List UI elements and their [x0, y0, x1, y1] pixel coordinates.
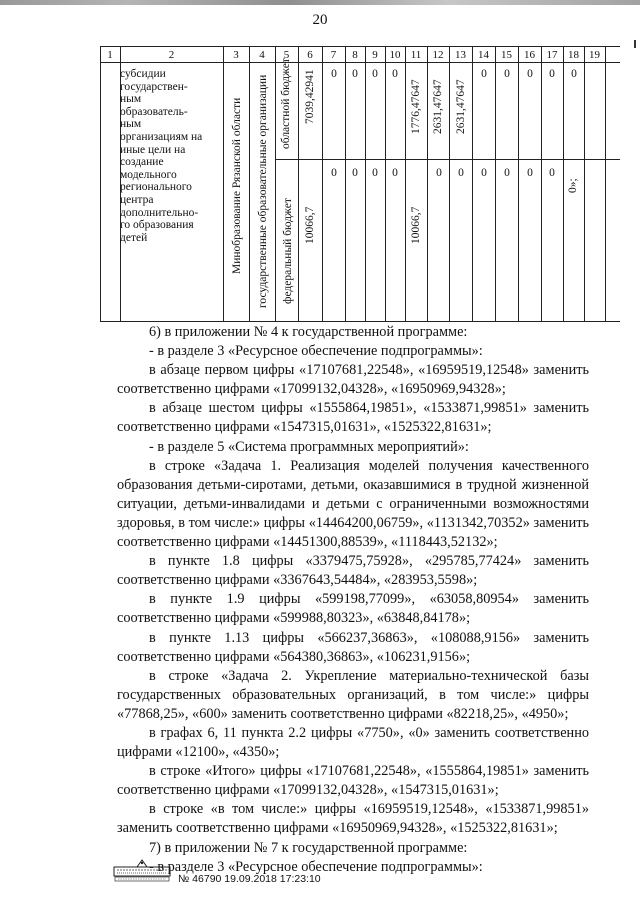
- header-col-2: 2: [168, 49, 175, 61]
- row1-col9: 0: [372, 68, 378, 80]
- header-col-12: 12: [432, 49, 444, 61]
- row1-col15: 0: [504, 68, 510, 80]
- row2-col18: 0»;: [567, 178, 579, 193]
- row1-col18: 0: [571, 68, 577, 80]
- header-col-19: 19: [589, 49, 600, 61]
- government-stamp-icon: [113, 858, 171, 882]
- paragraph: в строке «Задача 2. Укрепление материально-технической базы государственных образовательных организаций, в том числе:» цифры «77868,25», «600» заменить соответственно цифрами «82218,25», «4950»;: [117, 667, 589, 722]
- row2-col9: 0: [372, 167, 378, 179]
- row2-col7: 0: [331, 167, 337, 179]
- header-col-15: 15: [501, 49, 512, 61]
- header-col-5: 5: [283, 49, 290, 61]
- source-federal: федеральный бюджет: [282, 198, 294, 304]
- row2-col14: 0: [481, 167, 487, 179]
- measure-description: субсидии государствен- ным образователь- ным организациям на иные цели на создание модельного регионального центра дополнительно- го образования детей: [120, 68, 203, 244]
- page-number: 20: [312, 12, 328, 28]
- margin-mark: [634, 40, 636, 48]
- row1-col11: 1776,47647: [410, 79, 422, 134]
- paragraph: - в разделе 5 «Система программных мероприятий»:: [149, 438, 469, 455]
- document-registration-id: № 46790 19.09.2018 17:23:10: [178, 873, 321, 885]
- header-col-16: 16: [524, 49, 535, 61]
- row1-col17: 0: [549, 68, 555, 80]
- paragraph: в строке «Итого» цифры «17107681,22548», «1555864,19851» заменить соответственно цифрами «17099132,04328», «1547315,01631»;: [117, 763, 589, 799]
- source-regional: областной бюджет: [280, 58, 292, 149]
- header-col-9: 9: [372, 49, 378, 61]
- row2-col10: 0: [392, 167, 398, 179]
- row2-col12: 0: [436, 167, 442, 179]
- row2-col8: 0: [352, 167, 358, 179]
- row1-col10: 0: [392, 68, 398, 80]
- row2-col15: 0: [504, 167, 510, 179]
- row1-col8: 0: [352, 68, 358, 80]
- header-col-17: 17: [546, 49, 558, 61]
- header-col-14: 14: [478, 49, 489, 61]
- executor-label: Минобразование Рязанской области: [231, 97, 243, 274]
- header-col-10: 10: [389, 49, 401, 61]
- row1-col7: 0: [331, 68, 337, 80]
- row2-col16: 0: [527, 167, 533, 179]
- row2-col13: 0: [458, 167, 464, 179]
- paragraph: 6) в приложении № 4 к государственной программе:: [149, 324, 468, 340]
- scan-edge: [0, 0, 640, 5]
- header-col-4: 4: [259, 49, 265, 61]
- paragraph: в абзаце шестом цифры «1555864,19851», «1533871,99851» заменить соответственно цифрами «1547315,01631», «1525322,81631»;: [117, 400, 589, 436]
- paragraph: в абзаце первом цифры «17107681,22548», «16959519,12548» заменить соответственно цифрами «17099132,04328», «16950969,94328»;: [117, 362, 589, 398]
- header-col-13: 13: [455, 49, 466, 61]
- header-col-1: 1: [107, 49, 113, 61]
- paragraph: в графах 6, 11 пункта 2.2 цифры «7750», «0» заменить соответственно цифрами «12100», «4350»;: [117, 724, 589, 761]
- paragraph: в строке «в том числе:» цифры «16959519,12548», «1533871,99851» заменить соответственно цифрами «16950969,94328», «1525322,81631»;: [117, 801, 589, 837]
- paragraph: - в разделе 3 «Ресурсное обеспечение подпрограммы»:: [149, 343, 483, 360]
- row2-col6: 10066,7: [304, 206, 316, 244]
- paragraph: - в разделе 3 «Ресурсное обеспечение подпрограммы»:: [149, 858, 483, 875]
- row1-col14: 0: [481, 68, 487, 80]
- paragraph: в пункте 1.13 цифры «566237,36863», «108088,9156» заменить соответственно цифрами «564380,36863», «106231,9156»;: [117, 629, 589, 665]
- header-col-6: 6: [307, 49, 313, 61]
- header-col-7: 7: [330, 49, 337, 61]
- row1-col13: 2631,47647: [455, 79, 467, 134]
- header-col-3: 3: [233, 49, 239, 61]
- paragraph: 7) в приложении № 7 к государственной программе:: [149, 839, 468, 856]
- paragraph: в пункте 1.9 цифры «599198,77099», «63058,80954» заменить соответственно цифрами «599988,80323», «63848,84178»;: [117, 591, 589, 627]
- paragraph: в пункте 1.8 цифры «3379475,75928», «295785,77424» заменить соответственно цифрами «3367643,54484», «283953,5598»;: [117, 553, 589, 589]
- row2-col11: 10066,7: [410, 206, 422, 244]
- row2-col17: 0: [549, 167, 555, 179]
- header-col-11: 11: [410, 49, 422, 61]
- row1-col6: 7039,42941: [304, 69, 316, 124]
- header-col-8: 8: [352, 49, 358, 61]
- header-col-18: 18: [568, 49, 579, 61]
- recipient-label: государственные образовательные организации: [257, 74, 269, 308]
- row1-col12: 2631,47647: [432, 79, 444, 134]
- paragraph: в строке «Задача 1. Реализация моделей получения качественного образования детьми-сиротами, детьми, оказавшимися в трудной жизненной ситуации, детьми-инвалидами и детьми с ограниченными возможностями здоровья, в том числе:» цифры «14464200,06759», «1131342,70352» заменить соответственно цифрами «14451300,88539», «1118443,52132»;: [117, 457, 589, 551]
- amendment-text: [117, 323, 589, 877]
- row1-col16: 0: [527, 68, 533, 80]
